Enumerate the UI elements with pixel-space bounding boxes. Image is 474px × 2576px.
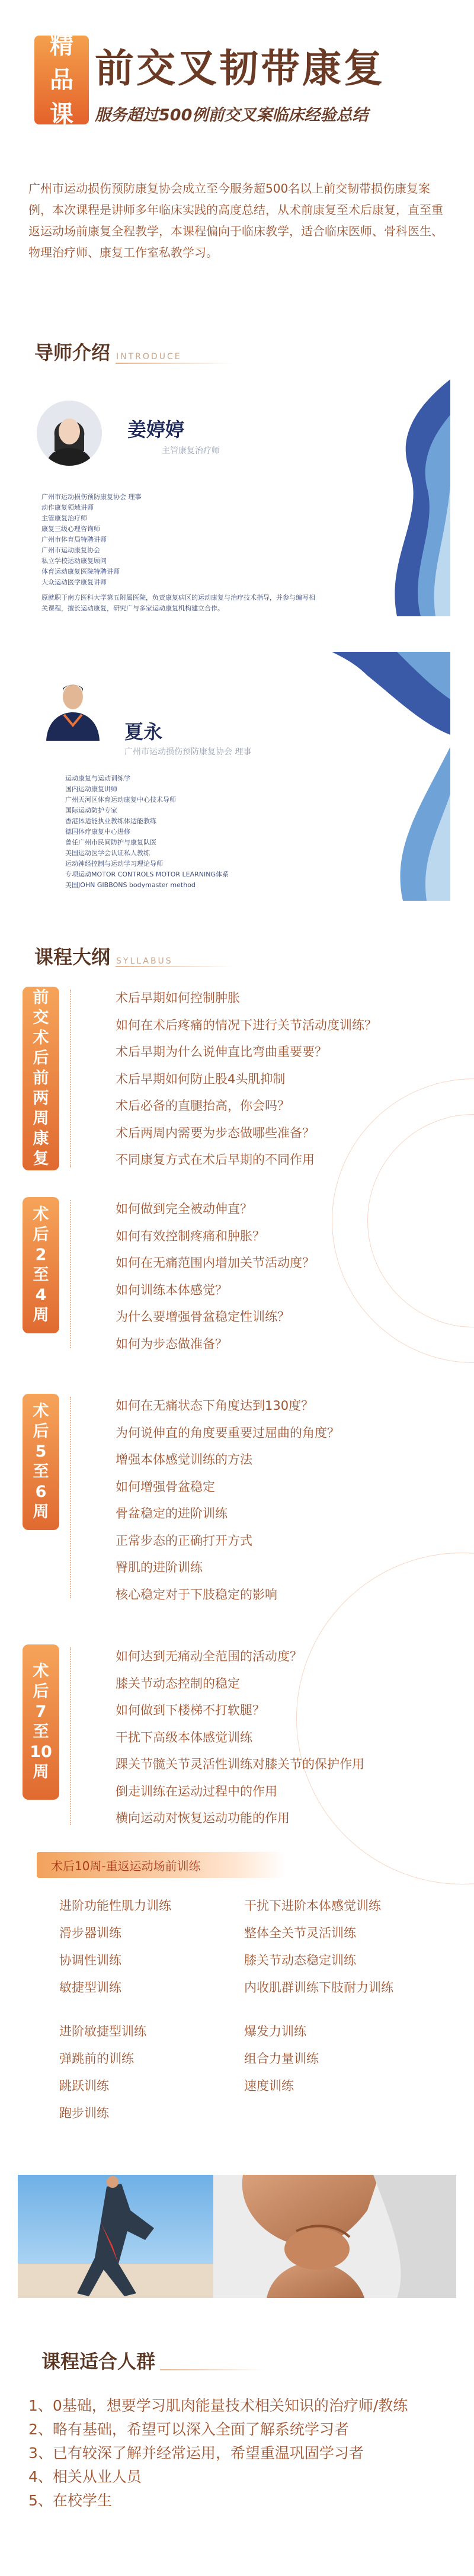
credential-item: 体育运动康复医院特聘讲师 [41,568,120,575]
phase-badge-3 [23,1394,59,1530]
credential-item: 国际运动防护专家 [65,807,117,814]
phase-char: 交 [33,1009,49,1027]
credential-item: 大众运动医学康复讲师 [41,578,107,586]
phase-char: 至 [33,1463,49,1481]
credential-item: 美国运动医学会认证私人教练 [65,849,150,857]
audience-item: 3、已有较深了解并经常运用，希望重温巩固学习者 [28,2444,364,2462]
phase-char: 前 [33,1069,49,1087]
credential-item: 动作康复领域讲师 [41,504,94,511]
outline-item: 术后早期为什么说伸直比弯曲重要要？ [116,1045,327,1059]
phase-2-items [116,1196,315,1358]
teachers-heading-text: 导师介绍 [34,341,111,364]
credential-item: 广州市运动损伤预防康复协会 理事 [41,493,142,501]
sports-photos [18,2175,456,2298]
credential-item: 美国JOHN GIBBONS bodymaster method [65,881,196,889]
credential-item: 运动康复与运动训练学 [65,775,130,782]
phase-char: 至 [33,1266,49,1284]
phase-char: 周 [33,1306,49,1324]
phase-char: 周 [33,1763,49,1781]
outline-item: 如何增强骨盆稳定 [116,1479,215,1494]
training-item: 进阶功能性肌力训练 [59,1899,171,1913]
divider [160,2369,267,2370]
credential-item: 德国体疗康复中心进修 [65,828,130,836]
training-item: 内收肌群训练下肢耐力训练 [244,1980,393,1995]
premium-badge [34,32,89,128]
credential-item: 广州市运动康复协会 [41,546,100,554]
audience-item: 4、相关从业人员 [28,2468,142,2485]
outline-item: 术后必备的直腿抬高，你会吗？ [116,1099,290,1113]
outline-item: 如何为步态做准备？ [116,1336,228,1351]
teacher-card-2 [24,652,450,901]
page-title: 前交叉韧带康复 [95,46,385,91]
teacher-1-photo [37,401,102,466]
audience-list [28,2394,449,2513]
phase-char: 术 [33,1402,49,1420]
avatar-icon [37,401,102,466]
sports-image-icon [18,2175,456,2298]
teacher-1-credentials [41,492,142,588]
phase-badge-2 [23,1197,59,1333]
phase-char: 2 [35,1246,47,1264]
outline-heading-text: 课程大纲 [34,946,111,968]
outline-item: 如何在无痛状态下角度达到130度？ [116,1399,314,1413]
credential-item: 广州天河区体育运动康复中心技术导师 [65,796,176,804]
credential-item: 运动神经控制与运动学习理论导师 [65,860,163,868]
training-item: 跑步训练 [59,2106,109,2120]
outline-item: 踝关节髋关节灵活性训练对膝关节的保护作用 [116,1757,364,1771]
credential-item: 曾任广州市民间防护与康复队医 [65,839,156,846]
outline-item: 倒走训练在运动过程中的作用 [116,1784,277,1799]
course-intro: 广州市运动损伤预防康复协会成立至今服务超500名以上前交韧带损伤康复案例，本次课程是讲师多年临床实践的高度总结，从术前康复至术后康复，直至重返运动场前康复全程教学，本课程偏向于临床教学，适合临床医师、骨科医生、物理治疗师、康复工作室私教学习。 [28,181,443,260]
credential-item: 香港体适能执业教练体适能教练 [65,817,156,825]
phase-1-items [116,985,377,1174]
teacher-2-name: 夏永 [124,721,163,743]
phase-char: 前 [33,988,49,1007]
dotted-line [70,1647,71,1825]
training-item: 速度训练 [244,2079,294,2093]
phase-char: 后 [33,1049,49,1067]
phase-char: 术 [33,1662,49,1681]
phase-char: 后 [33,1682,49,1701]
outline-item: 如何做到完全被动伸直？ [116,1202,252,1216]
dotted-line [70,1200,71,1348]
dotted-line [70,1397,71,1598]
phase-10-bar [37,1852,286,1878]
outline-item: 横向运动对恢复运动功能的作用 [116,1811,290,1825]
outline-item: 如何训练本体感觉？ [116,1282,228,1297]
training-item: 干扰下进阶本体感觉训练 [244,1899,381,1913]
phase-char: 5 [35,1442,47,1461]
teacher-2-credentials [65,773,229,891]
audience-item: 2、略有基础，希望可以深入全面了解系统学习者 [28,2421,349,2438]
outline-item: 术后早期如何防止股4头肌抑制 [116,1071,286,1086]
badge-char: 课 [50,101,73,128]
audience-item: 5、在校学生 [28,2492,112,2509]
phase-badge-4 [23,1644,59,1800]
page-subtitle: 服务超过500例前交叉案临床经验总结 [95,106,369,124]
audience-item: 1、0基础，想要学习肌肉能量技术相关知识的治疗师/教练 [28,2397,408,2414]
teacher-2-photo [40,676,105,741]
outline-item: 如何在术后疼痛的情况下进行关节活动度训练？ [116,1017,377,1032]
training-item: 弹跳前的训练 [59,2052,134,2066]
audience-heading-text: 课程适合人群 [41,2350,156,2373]
decorative-wave-icon [361,379,450,616]
credential-item: 私立学校运动康复顾问 [41,557,107,565]
outline-item: 如何有效控制疼痛和肿胀？ [116,1228,265,1243]
outline-item: 如何达到无痛动全范围的活动度？ [116,1649,302,1663]
phase-char: 两 [33,1089,49,1108]
phase-10-col-3 [59,2018,146,2127]
outline-item: 如何在无痛范围内增加关节活动度？ [116,1256,315,1270]
phase-char: 周 [33,1503,49,1521]
teacher-1-title: 主管康复治疗师 [162,446,220,456]
divider [116,966,234,967]
phase-char: 术 [33,1205,49,1224]
decorative-wave-icon [332,652,450,901]
phase-badge-1 [23,987,59,1170]
training-item: 协调性训练 [59,1953,121,1967]
phase-10-col-2 [244,1892,393,2001]
training-item: 整体全关节灵活训练 [244,1926,356,1940]
phase-10-col-1 [59,1892,171,2001]
avatar-icon [40,676,105,741]
teachers-heading [34,338,182,365]
outline-item: 为什么要增强骨盆稳定性训练？ [116,1310,290,1324]
phase-char: 周 [33,1109,49,1128]
badge-char: 精 [50,32,73,59]
teacher-1-name: 姜婷婷 [127,418,185,441]
outline-heading-en: SYLLABUS [116,956,173,966]
phase-3-items [116,1393,340,1608]
outline-item: 核心稳定对于下肢稳定的影响 [116,1587,277,1602]
training-item: 敏捷型训练 [59,1980,121,1995]
phase-char: 4 [35,1286,47,1304]
credential-item: 主管康复治疗师 [41,514,87,522]
phase-char: 6 [35,1483,47,1501]
training-item: 组合力量训练 [244,2052,319,2066]
phase-char: 7 [35,1703,47,1721]
teacher-card-1 [24,379,450,616]
phase-10-col-4 [244,2018,319,2100]
header [0,0,474,154]
outline-item: 如何做到下楼梯不打软腿？ [116,1703,265,1717]
training-item: 跳跃训练 [59,2079,109,2093]
badge-char: 品 [50,66,73,94]
credential-item: 国内运动康复讲师 [65,785,117,793]
phase-char: 后 [33,1422,49,1441]
outline-item: 膝关节动态控制的稳定 [116,1676,240,1691]
outline-item: 不同康复方式在术后早期的不同作用 [116,1153,315,1167]
training-item: 进阶敏捷型训练 [59,2024,146,2039]
teachers-heading-en: INTRODUCE [116,352,182,361]
outline-item: 臀肌的进阶训练 [116,1560,203,1575]
outline-item: 为何说伸直的角度要重要过屈曲的角度？ [116,1425,340,1440]
phase-10-label: 术后10周-重返运动场前训练 [51,1858,201,1873]
training-item: 爆发力训练 [244,2024,306,2039]
dotted-line [70,990,71,1167]
training-item: 膝关节动态稳定训练 [244,1953,356,1967]
teacher-1-description: 原就职于南方医科大学第五附属医院，负责康复病区的运动康复与治疗技术指导，并参与编写相关课程，擅长运动康复，研究广与多家运动康复机构建立合作。 [41,594,315,612]
outline-item: 正常步态的正确打开方式 [116,1533,252,1548]
credential-item: 广州市体育局特聘讲师 [41,536,107,543]
phase-char: 后 [33,1225,49,1244]
outline-item: 术后早期如何控制肿胀 [116,991,240,1005]
credential-item: 康复三级心理咨询师 [41,525,100,533]
phase-char: 10 [30,1743,52,1761]
outline-item: 干扰下高级本体感觉训练 [116,1730,252,1745]
training-item: 滑步器训练 [59,1926,121,1940]
phase-char: 康 [33,1129,49,1148]
phase-char: 至 [33,1723,49,1741]
phase-char: 复 [33,1150,49,1168]
phase-char: 术 [33,1029,49,1047]
audience-heading [41,2347,155,2374]
divider [116,363,234,364]
teacher-2-title: 广州市运动损伤预防康复协会 理事 [124,747,252,757]
outline-item: 骨盆稳定的进阶训练 [116,1506,228,1521]
phase-4-items [116,1643,364,1832]
credential-item: 专项运动MOTOR CONTROLS MOTOR LEARNING体系 [65,871,229,878]
outline-item: 术后两周内需要为步态做哪些准备？ [116,1125,315,1140]
outline-item: 增强本体感觉训练的方法 [116,1452,252,1467]
